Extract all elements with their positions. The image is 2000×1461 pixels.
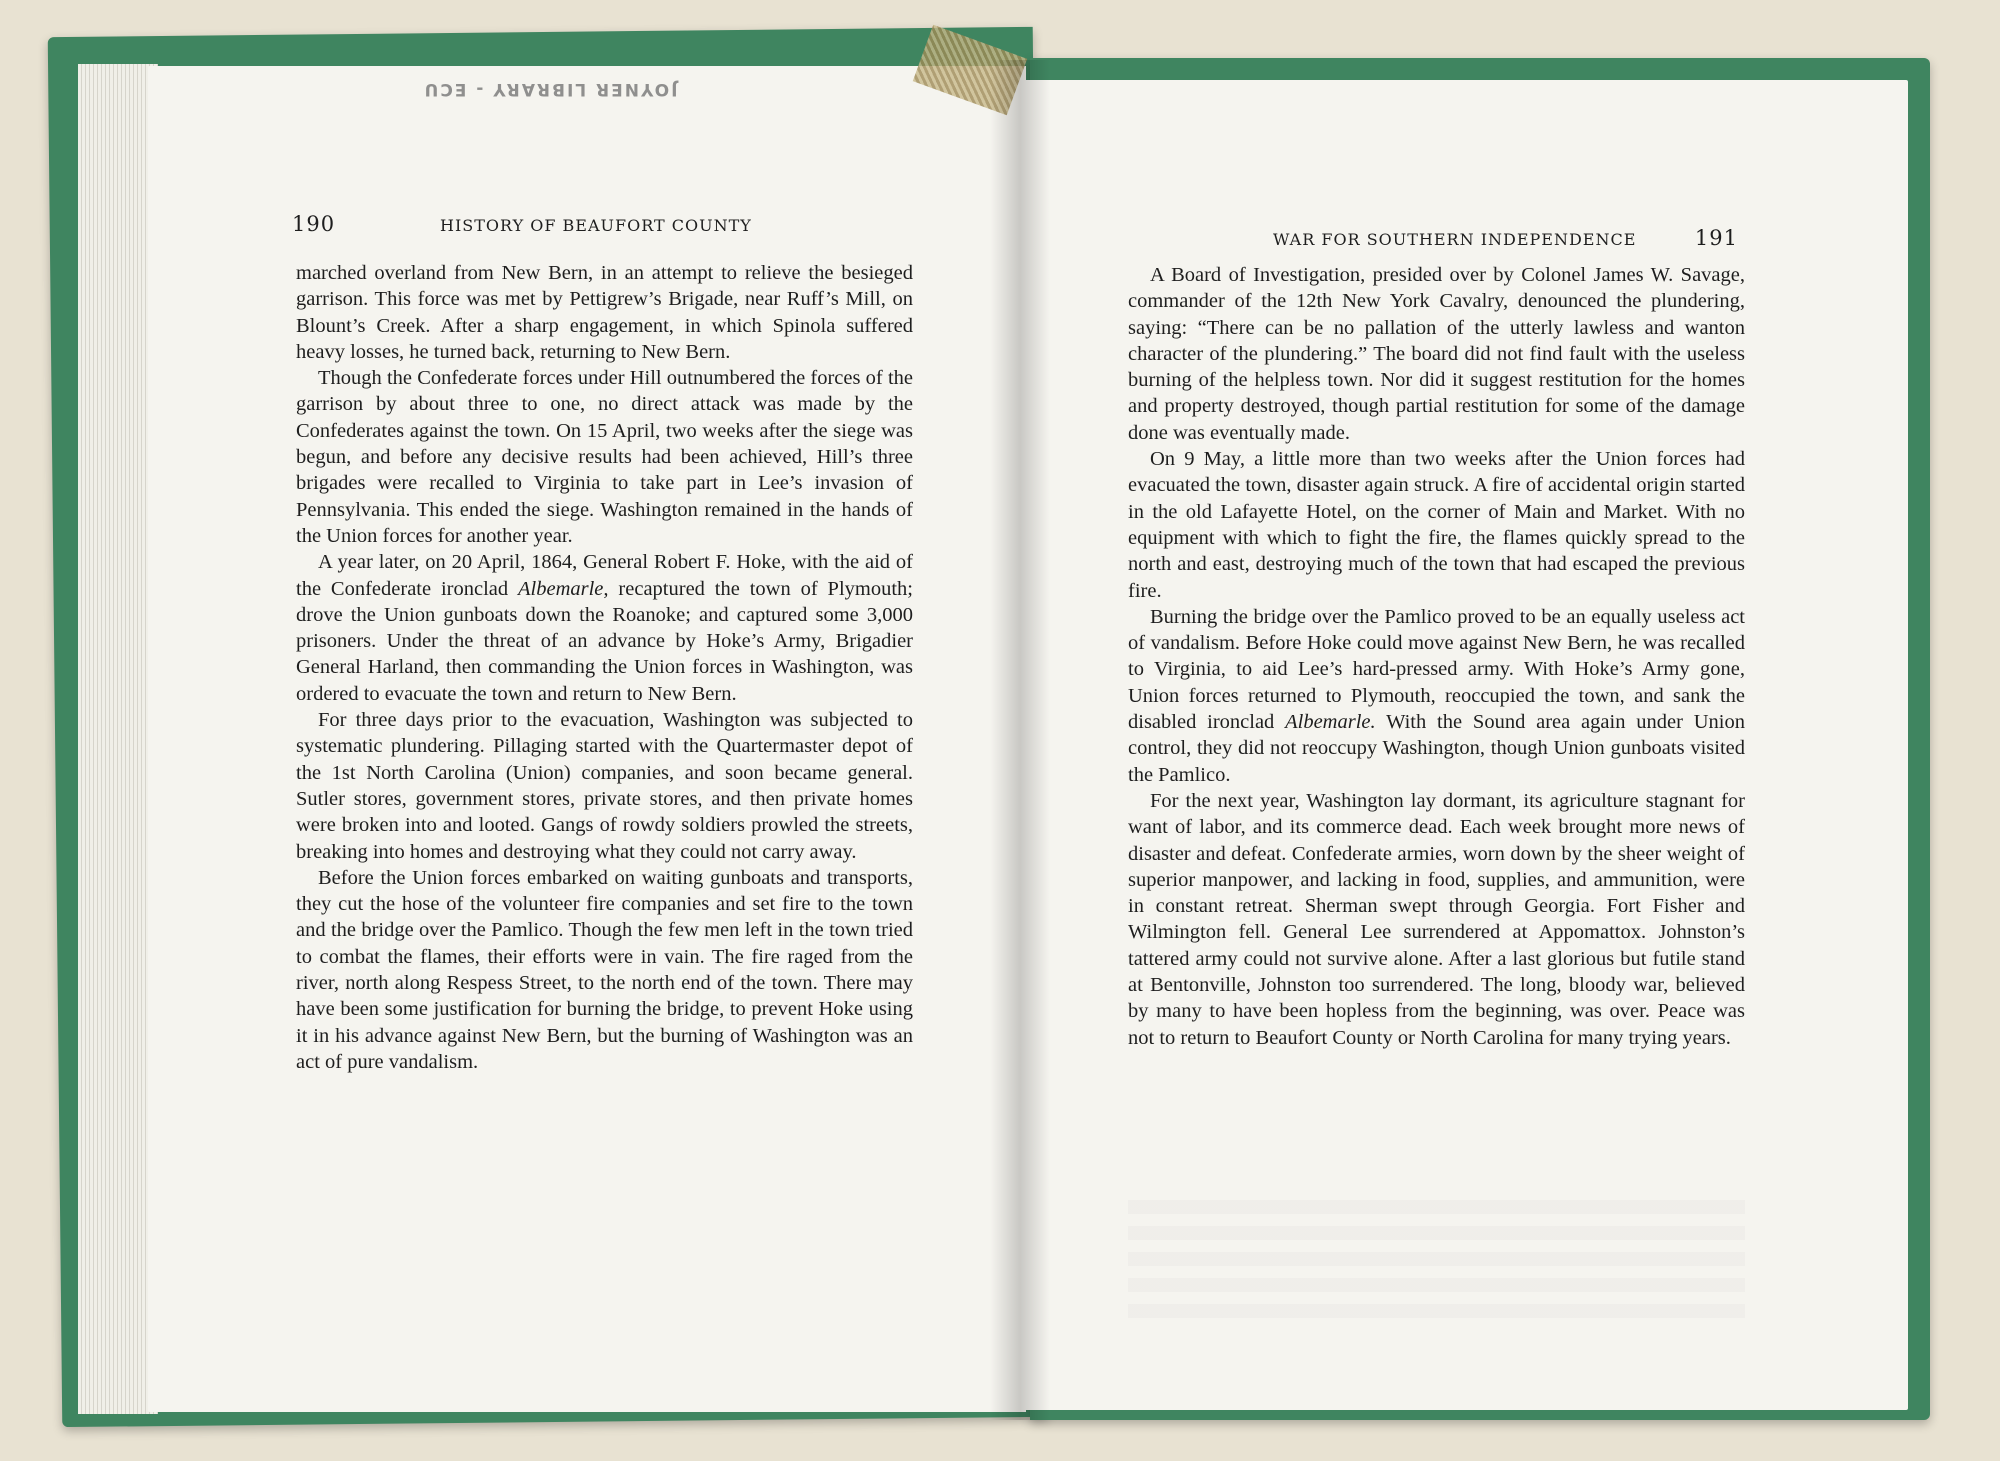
paragraph-text: Burning the bridge over the Pamlico proved to be an equally useless act of vandalism. Before Hoke could move against New Bern, he was recalled to Virginia, to aid Lee’s hard-pressed army. With Hoke’s Army gone, Union forces returned to Plymouth, reoccupied the town, and sank the disabled ironclad [1128, 605, 1745, 734]
paragraph: Before the Union forces embarked on waiting gunboats and transports, they cut the hose of the volunteer fire companies and set fire to the town and the bridge over the Pamlico. Though the few men left in the town tried to combat the flames, their efforts were in vain. The fire raged from the river, north along Respess Street, to the north end of the town. There may have been some justification for burning the bridge, to prevent Hoke using it in his advance against New Bern, but the burning of Washington was an act of pure vandalism. [296, 866, 913, 1073]
page-edges [78, 64, 158, 1414]
running-head-title-left: HISTORY OF BEAUFORT COUNTY [440, 216, 752, 235]
paragraph: Though the Confederate forces under Hill outnumbered the forces of the garrison by about three to one, no direct attack was made by the Confederates against the town. On 15 April, two weeks after the siege was begun, and before any decisive results had been achieved, Hill’s three brigades were recalled to Virginia to take part in Lee’s invasion of Pennsylvania. This ended the siege. Washington remained in the hands of the Union forces for another year. [296, 367, 913, 547]
right-page [1024, 80, 1908, 1410]
paragraph [1128, 604, 1745, 788]
show-through-text [1128, 1200, 1745, 1320]
paragraph-text: recaptured the town of Plymouth; drove the Union gunboats down the Roanoke; and captured some 3,000 prisoners. Under the threat of an advance by Hoke’s Army, Brigadier General Harland, then commanding the Union forces in Washington, was ordered to evacuate the town and return to New Bern. [296, 577, 913, 705]
paragraph-text: With the Sound area again under Union control, they did not reoccupy Washington, though Union gunboats visited the Pamlico. [1128, 711, 1746, 786]
running-head-left [292, 212, 902, 238]
paragraph: For the next year, Washington lay dormant, its agriculture stagnant for want of labor, and its commerce dead. Each week brought more news of disaster and defeat. Confederate armies, worn down by the sheer weight of superior manpower, and lacking in food, supplies, and ammunition, were in constant retreat. Sherman swept through Georgia. Fort Fisher and Wilmington fell. General Lee surrendered at Appomattox. Johnston’s tattered army could not survive alone. After a last glorious but futile stand at Bentonville, Johnston too surrendered. The long, bloody war, believed by many to have been hopless from the beginning, was over. Peace was not to return to Beaufort County or North Carolina for many trying years. [1128, 789, 1745, 1049]
paragraph: marched overland from New Bern, in an attempt to relieve the besieged garrison. This force was met by Pettigrew’s Brigade, near Ruff’s Mill, on Blount’s Creek. After a sharp engagement, in which Spinola suffered heavy losses, he turned back, returning to New Bern. [296, 262, 913, 363]
gutter-shadow [990, 60, 1050, 1420]
page-number-right: 191 [1694, 226, 1738, 250]
running-head-title-right: WAR FOR SOUTHERN INDEPENDENCE [1273, 230, 1637, 249]
ship-name-italic: Albemarle, [518, 577, 609, 600]
paragraph [296, 549, 913, 707]
library-stamp: JOYNER LIBRARY - ECU [422, 79, 678, 99]
ship-name-italic: Albemarle. [1285, 711, 1376, 734]
body-text-right [1128, 262, 1745, 1051]
paragraph: On 9 May, a little more than two weeks after the Union forces had evacuated the town, disaster again struck. A fire of accidental origin started in the old Lafayette Hotel, on the corner of Main and Market. With no equipment with which to fight the fire, the flames quickly spread to the north and east, destroying much of the town that had escaped the previous fire. [1128, 448, 1745, 602]
left-page [148, 66, 1026, 1412]
running-head-right [1128, 226, 1738, 252]
paragraph: For three days prior to the evacuation, Washington was subjected to systematic plundering. Pillaging started with the Quartermaster depot of the 1st North Carolina (Union) companies, and soon became general. Sutler stores, government stores, private stores, and then private homes were broken into and looted. Gangs of rowdy soldiers prowled the streets, breaking into homes and destroying what they could not carry away. [296, 709, 913, 863]
page-number-left: 190 [292, 212, 336, 236]
paragraph-text: A year later, on 20 April, 1864, General Robert F. Hoke, with the aid of the Confederate ironclad [296, 551, 913, 600]
body-text-left [296, 260, 913, 1075]
paragraph: A Board of Investigation, presided over by Colonel James W. Savage, commander of the 12th New York Cavalry, denounced the plundering, saying: “There can be no pallation of the utterly lawless and wanton character of the plundering.” The board did not find fault with the useless burning of the helpless town. Nor did it suggest restitution for the homes and property destroyed, though partial restitution for some of the damage done was eventually made. [1128, 264, 1745, 444]
